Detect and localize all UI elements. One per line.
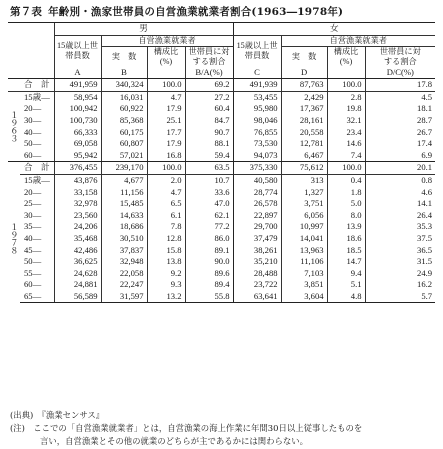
letter-c: C [233, 67, 281, 79]
age-label: 65― [20, 291, 54, 303]
value-cell: 85,368 [101, 115, 147, 127]
letter-ba: B/A(%) [185, 67, 233, 79]
table-title-text: 年齢別・漁家世帯員の自営漁業就業者割合(1963―1978年) [48, 6, 344, 18]
table-row [8, 103, 435, 115]
value-cell: 69.2 [185, 79, 233, 92]
value-cell: 24,206 [54, 221, 101, 233]
table-row [8, 221, 435, 233]
value-cell: 31.5 [365, 256, 435, 268]
value-cell: 66,333 [54, 127, 101, 139]
table-row [8, 245, 435, 257]
table-row [8, 187, 435, 199]
value-cell: 5.7 [365, 291, 435, 303]
value-cell: 376,455 [54, 162, 101, 175]
value-cell: 100.0 [327, 79, 365, 92]
value-cell: 18,686 [101, 221, 147, 233]
value-cell: 5.0 [327, 198, 365, 210]
letter-a: A [54, 67, 101, 79]
value-cell: 32,978 [54, 198, 101, 210]
value-cell: 35,468 [54, 233, 101, 245]
value-cell: 60.4 [185, 103, 233, 115]
male-header: 男 [54, 23, 233, 36]
value-cell: 16.8 [147, 150, 185, 162]
value-cell: 63,641 [233, 291, 281, 303]
value-cell: 5.1 [327, 279, 365, 291]
value-cell: 4.6 [365, 187, 435, 199]
value-cell: 26.7 [365, 127, 435, 139]
value-cell: 89.4 [185, 279, 233, 291]
value-cell: 37.5 [365, 233, 435, 245]
male-ratio-header: 構成比 (%) [147, 46, 185, 67]
value-cell: 18.6 [327, 233, 365, 245]
value-cell: 2.0 [147, 174, 185, 186]
value-cell: 14.7 [327, 256, 365, 268]
value-cell: 36,625 [54, 256, 101, 268]
total-label: 合 計 [20, 79, 54, 92]
value-cell: 14,041 [281, 233, 327, 245]
value-cell: 3,604 [281, 291, 327, 303]
value-cell: 3,751 [281, 198, 327, 210]
value-cell: 42,486 [54, 245, 101, 257]
value-cell: 13.9 [327, 221, 365, 233]
value-cell: 17.9 [147, 103, 185, 115]
value-cell: 12,781 [281, 138, 327, 150]
value-cell: 15,485 [101, 198, 147, 210]
male-count-header: 実 数 [101, 46, 147, 67]
value-cell: 1,327 [281, 187, 327, 199]
table-row [8, 198, 435, 210]
value-cell: 7.4 [327, 150, 365, 162]
table-title [10, 4, 343, 19]
value-cell: 47.0 [185, 198, 233, 210]
value-cell: 24,628 [54, 268, 101, 280]
value-cell: 9.2 [147, 268, 185, 280]
value-cell: 28,488 [233, 268, 281, 280]
value-cell: 313 [281, 174, 327, 186]
value-cell: 100.0 [147, 79, 185, 92]
year-label: １９７８ [9, 223, 19, 255]
age-label: 30― [24, 114, 42, 125]
value-cell: 87,763 [281, 79, 327, 92]
value-cell: 62.1 [185, 210, 233, 222]
table-row [8, 91, 435, 103]
value-cell: 239,170 [101, 162, 147, 175]
value-cell: 33,158 [54, 187, 101, 199]
value-cell: 491,959 [54, 79, 101, 92]
value-cell: 58,954 [54, 91, 101, 103]
table-row [8, 115, 435, 127]
value-cell: 14.6 [327, 138, 365, 150]
value-cell: 90.0 [185, 256, 233, 268]
value-cell: 6.9 [365, 150, 435, 162]
value-cell: 4.5 [365, 91, 435, 103]
value-cell: 22,058 [101, 268, 147, 280]
value-cell: 4.7 [147, 187, 185, 199]
value-cell: 37,837 [101, 245, 147, 257]
age-label: 55― [24, 267, 42, 278]
table-row [8, 127, 435, 139]
value-cell: 1.8 [327, 187, 365, 199]
value-cell: 26.4 [365, 210, 435, 222]
value-cell: 36.5 [365, 245, 435, 257]
value-cell: 11,156 [101, 187, 147, 199]
value-cell: 69,058 [54, 138, 101, 150]
female-count-header: 実 数 [281, 46, 327, 67]
value-cell: 29,700 [233, 221, 281, 233]
value-cell: 26,578 [233, 198, 281, 210]
value-cell: 17.4 [365, 138, 435, 150]
age-label: 25― [24, 198, 42, 209]
value-cell: 95,980 [233, 103, 281, 115]
value-cell: 25.1 [147, 115, 185, 127]
value-cell: 57,021 [101, 150, 147, 162]
value-cell: 32.1 [327, 115, 365, 127]
value-cell: 10,997 [281, 221, 327, 233]
value-cell: 22,247 [101, 279, 147, 291]
value-cell: 14,633 [101, 210, 147, 222]
table-row [8, 291, 435, 303]
age-label: 40― [24, 126, 42, 137]
value-cell: 0.4 [327, 174, 365, 186]
value-cell: 10.7 [185, 174, 233, 186]
table-row [8, 210, 435, 222]
value-cell: 17.8 [365, 79, 435, 92]
value-cell: 17.7 [147, 127, 185, 139]
value-cell: 13,963 [281, 245, 327, 257]
value-cell: 13.8 [147, 256, 185, 268]
table-body [8, 79, 435, 303]
male-members-header: 15歳以上世帯員数 [54, 35, 101, 67]
value-cell: 60,922 [101, 103, 147, 115]
age-label: 20― [24, 186, 42, 197]
total-row [8, 79, 435, 92]
age-label: 20― [24, 103, 42, 114]
value-cell: 43,876 [54, 174, 101, 186]
value-cell: 53,455 [233, 91, 281, 103]
total-label: 合 計 [20, 162, 54, 175]
age-label: 15歳― [24, 91, 50, 102]
value-cell: 37,479 [233, 233, 281, 245]
value-cell: 0.8 [365, 174, 435, 186]
age-label: 50― [24, 256, 42, 267]
explanatory-note: (注) ここでの「自営漁業就業者」とは，自営漁業の海上作業に年間30日以上従事したものを [10, 423, 363, 433]
female-fishers-header: 自営漁業就業者 [281, 35, 435, 46]
age-label: 40― [24, 232, 42, 243]
value-cell: 88.1 [185, 138, 233, 150]
value-cell: 16.2 [365, 279, 435, 291]
value-cell: 84.7 [185, 115, 233, 127]
value-cell: 375,330 [233, 162, 281, 175]
value-cell: 16,031 [101, 91, 147, 103]
value-cell: 2.8 [327, 91, 365, 103]
value-cell: 20,558 [281, 127, 327, 139]
value-cell: 14.1 [365, 198, 435, 210]
age-label: 50― [24, 138, 42, 149]
table-header [8, 23, 435, 79]
value-cell: 4.8 [327, 291, 365, 303]
value-cell: 7,103 [281, 268, 327, 280]
value-cell: 30,510 [101, 233, 147, 245]
female-members-header: 15歳以上世帯員数 [233, 35, 281, 67]
value-cell: 100.0 [147, 162, 185, 175]
value-cell: 28.7 [365, 115, 435, 127]
table-row [8, 138, 435, 150]
value-cell: 90.7 [185, 127, 233, 139]
value-cell: 35,210 [233, 256, 281, 268]
value-cell: 6.5 [147, 198, 185, 210]
table-row [8, 150, 435, 162]
value-cell: 13.2 [147, 291, 185, 303]
value-cell: 18.1 [365, 103, 435, 115]
value-cell: 8.0 [327, 210, 365, 222]
value-cell: 7.8 [147, 221, 185, 233]
value-cell: 9.3 [147, 279, 185, 291]
value-cell: 98,046 [233, 115, 281, 127]
value-cell: 77.2 [185, 221, 233, 233]
value-cell: 6.1 [147, 210, 185, 222]
value-cell: 28,161 [281, 115, 327, 127]
value-cell: 6,056 [281, 210, 327, 222]
table-row [8, 233, 435, 245]
female-share-header: 世帯員に対 する割合 [365, 46, 435, 67]
value-cell: 2,429 [281, 91, 327, 103]
value-cell: 17,367 [281, 103, 327, 115]
value-cell: 76,855 [233, 127, 281, 139]
value-cell: 94,073 [233, 150, 281, 162]
value-cell: 491,939 [233, 79, 281, 92]
value-cell: 23,722 [233, 279, 281, 291]
letter-b: B [101, 67, 147, 79]
value-cell: 11,106 [281, 256, 327, 268]
age-label: 35― [24, 221, 42, 232]
value-cell: 6,467 [281, 150, 327, 162]
value-cell: 24,881 [54, 279, 101, 291]
age-label: 60― [24, 279, 42, 290]
value-cell: 100,730 [54, 115, 101, 127]
value-cell: 4.7 [147, 91, 185, 103]
value-cell: 23,560 [54, 210, 101, 222]
value-cell: 24.9 [365, 268, 435, 280]
value-cell: 55.8 [185, 291, 233, 303]
value-cell: 60,807 [101, 138, 147, 150]
value-cell: 12.8 [147, 233, 185, 245]
source-note: (出典) 『漁業センサス』 [10, 410, 105, 420]
value-cell: 56,589 [54, 291, 101, 303]
value-cell: 89.6 [185, 268, 233, 280]
total-row [8, 162, 435, 175]
female-header: 女 [233, 23, 435, 36]
table-row [8, 279, 435, 291]
value-cell: 40,580 [233, 174, 281, 186]
year-label: １９６３ [9, 111, 19, 142]
table-row [8, 174, 435, 186]
age-label: 15歳― [24, 174, 50, 185]
value-cell: 17.9 [147, 138, 185, 150]
value-cell: 38,261 [233, 245, 281, 257]
male-fishers-header: 自営漁業就業者 [101, 35, 233, 46]
value-cell: 20.1 [365, 162, 435, 175]
value-cell: 100.0 [327, 162, 365, 175]
value-cell: 23.4 [327, 127, 365, 139]
value-cell: 75,612 [281, 162, 327, 175]
age-label: 60― [20, 150, 54, 162]
age-label: 45― [24, 244, 42, 255]
value-cell: 73,530 [233, 138, 281, 150]
explanatory-note-continued: 言い，自営漁業とその他の就業のどちらが主であるかには関わらない。 [40, 436, 308, 446]
value-cell: 33.6 [185, 187, 233, 199]
table-number: 第７表 [10, 6, 43, 18]
value-cell: 32,948 [101, 256, 147, 268]
male-share-header: 世帯員に対 する割合 [185, 46, 233, 67]
table-row [8, 268, 435, 280]
value-cell: 28,774 [233, 187, 281, 199]
value-cell: 19.8 [327, 103, 365, 115]
value-cell: 3,851 [281, 279, 327, 291]
value-cell: 340,324 [101, 79, 147, 92]
value-cell: 60,175 [101, 127, 147, 139]
value-cell: 31,597 [101, 291, 147, 303]
table-row [8, 256, 435, 268]
value-cell: 59.4 [185, 150, 233, 162]
value-cell: 95,942 [54, 150, 101, 162]
female-ratio-header: 構成比 (%) [327, 46, 365, 67]
statistics-table [8, 22, 435, 303]
value-cell: 63.5 [185, 162, 233, 175]
letter-d: D [281, 67, 327, 79]
value-cell: 22,897 [233, 210, 281, 222]
value-cell: 89.1 [185, 245, 233, 257]
value-cell: 27.2 [185, 91, 233, 103]
letter-dc: D/C(%) [365, 67, 435, 79]
age-label: 30― [24, 209, 42, 220]
value-cell: 15.8 [147, 245, 185, 257]
value-cell: 9.4 [327, 268, 365, 280]
value-cell: 100,942 [54, 103, 101, 115]
value-cell: 4,677 [101, 174, 147, 186]
value-cell: 18.5 [327, 245, 365, 257]
value-cell: 35.3 [365, 221, 435, 233]
value-cell: 86.0 [185, 233, 233, 245]
